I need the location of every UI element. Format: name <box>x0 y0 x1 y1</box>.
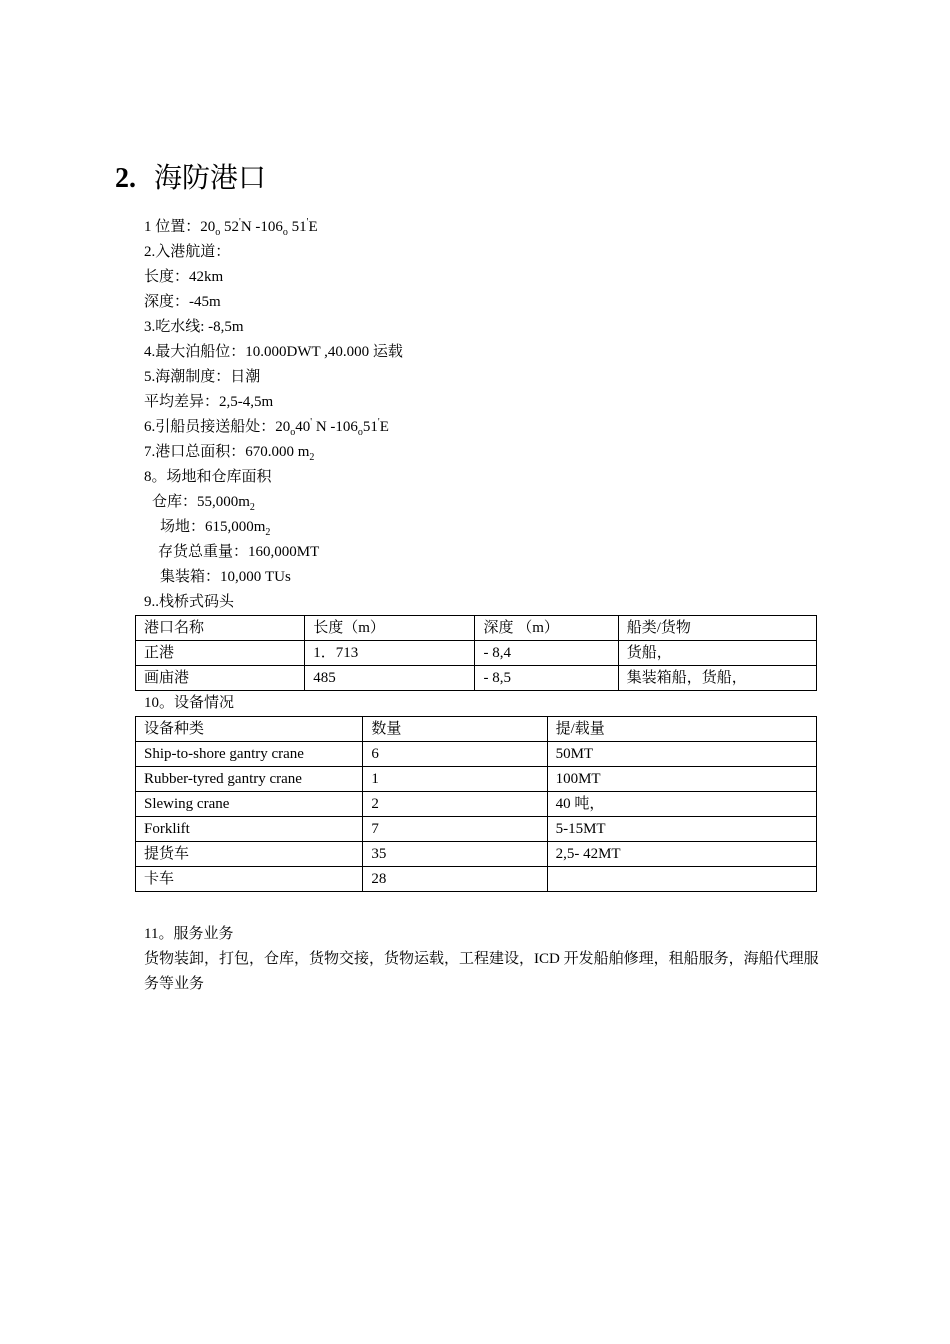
table-header-cell: 提/载量 <box>547 717 816 742</box>
square-mark: 2 <box>265 527 271 538</box>
table-row <box>136 641 817 666</box>
table-cell: Rubber-tyred gantry crane <box>136 767 363 792</box>
channel-line: 2.入港航道： <box>144 244 231 260</box>
table-cell: - 8,4 <box>475 641 618 666</box>
table-cell: 提货车 <box>136 842 363 867</box>
table-header-row <box>136 717 817 742</box>
area-text: 7.港口总面积：670.000 m <box>144 444 310 460</box>
length-line: 长度：42km <box>144 269 224 285</box>
degree-mark: o <box>290 427 296 438</box>
wharf-table <box>135 615 817 691</box>
table-cell: 6 <box>363 742 547 767</box>
minute-mark: ' <box>310 417 313 428</box>
services-title: 11。服务业务 <box>144 926 234 942</box>
avg-diff-line: 平均差异：2,5-4,5m <box>144 394 274 410</box>
table-row <box>136 867 817 892</box>
table-cell: - 8,5 <box>475 666 618 691</box>
services-section <box>0 922 950 997</box>
table-cell: 1．713 <box>305 641 475 666</box>
table-header-cell: 船类/货物 <box>618 616 816 641</box>
table-header-cell: 设备种类 <box>136 717 363 742</box>
table-cell: 画庙港 <box>136 666 305 691</box>
storage-line: 存货总重量：160,000MT <box>158 544 320 560</box>
table-row <box>136 842 817 867</box>
table-row <box>136 666 817 691</box>
equipment-table <box>135 716 817 892</box>
max-berth-line: 4.最大泊船位：10.000DWT ,40.000 运载 <box>144 344 403 360</box>
table-cell: 正港 <box>136 641 305 666</box>
warehouse-line <box>0 490 950 515</box>
table-cell: 货船， <box>618 641 816 666</box>
tide-line: 5.海潮制度：日潮 <box>144 369 261 385</box>
degree-mark: o <box>357 427 363 438</box>
table-row <box>136 817 817 842</box>
depth-line: 深度：-45m <box>144 294 221 310</box>
wharf-title-line: 9..栈桥式码头 <box>144 594 235 610</box>
position-line <box>0 215 950 240</box>
table-cell: 40 吨， <box>547 792 816 817</box>
pilot-text: E <box>379 419 389 435</box>
table-cell: Slewing crane <box>136 792 363 817</box>
warehouse-text: 仓库：55,000m <box>152 494 250 510</box>
table-header-cell: 港口名称 <box>136 616 305 641</box>
table-cell: Forklift <box>136 817 363 842</box>
area-line <box>0 440 950 465</box>
table-row <box>136 767 817 792</box>
table-cell: 485 <box>305 666 475 691</box>
services-body: 货物装卸，打包，仓库，货物交接，货物运载，工程建设，ICD 开发船舶修理，租船服务，海船代理服务等业务 <box>144 951 819 992</box>
table-cell: 1 <box>363 767 547 792</box>
section-heading <box>115 160 266 198</box>
table-header-cell: 长度（m） <box>305 616 475 641</box>
square-mark: 2 <box>249 502 255 513</box>
equipment-title-line: 10。设备情况 <box>144 695 235 711</box>
pilot-text: 40 <box>295 419 311 435</box>
pilot-text: 6.引船员接送船处：20 <box>144 419 291 435</box>
section-title: 海防港口 <box>154 163 267 194</box>
yard-text: 场地：615,000m <box>160 519 266 535</box>
table-cell: 2,5- 42MT <box>547 842 816 867</box>
table-header-row <box>136 616 817 641</box>
section-number: 2. <box>115 163 136 194</box>
degree-mark: o <box>215 227 221 238</box>
table-cell <box>547 867 816 892</box>
square-mark: 2 <box>309 452 315 463</box>
container-line: 集装箱：10,000 TUs <box>160 569 291 585</box>
pilot-line <box>0 415 950 440</box>
table-cell: 7 <box>363 817 547 842</box>
yard-line <box>0 515 950 540</box>
table-cell: 100MT <box>547 767 816 792</box>
position-text: 51 <box>287 219 307 235</box>
minute-mark: ' <box>306 217 309 228</box>
table-cell: 35 <box>363 842 547 867</box>
yard-title-line: 8。场地和仓库面积 <box>144 469 272 485</box>
table-cell: 5-15MT <box>547 817 816 842</box>
pilot-text: N -106 <box>312 419 358 435</box>
table-row <box>136 792 817 817</box>
minute-mark: ' <box>239 217 241 228</box>
minute-mark: ' <box>377 417 380 428</box>
table-header-cell: 深度 （m） <box>475 616 618 641</box>
table-cell: 2 <box>363 792 547 817</box>
position-text: E <box>308 219 318 235</box>
table-header-cell: 数量 <box>363 717 547 742</box>
table-cell: Ship-to-shore gantry crane <box>136 742 363 767</box>
position-text: N -106 <box>240 219 283 235</box>
draft-line: 3.吃水线: -8,5m <box>144 319 244 335</box>
table-row <box>136 742 817 767</box>
port-info-list <box>0 215 950 892</box>
position-text: 52 <box>220 219 240 235</box>
table-cell: 28 <box>363 867 547 892</box>
table-cell: 卡车 <box>136 867 363 892</box>
degree-mark: o <box>282 227 288 238</box>
pilot-text: 51 <box>362 419 378 435</box>
table-cell: 50MT <box>547 742 816 767</box>
position-text: 1 位置：20 <box>144 219 216 235</box>
table-cell: 集装箱船，货船， <box>618 666 816 691</box>
